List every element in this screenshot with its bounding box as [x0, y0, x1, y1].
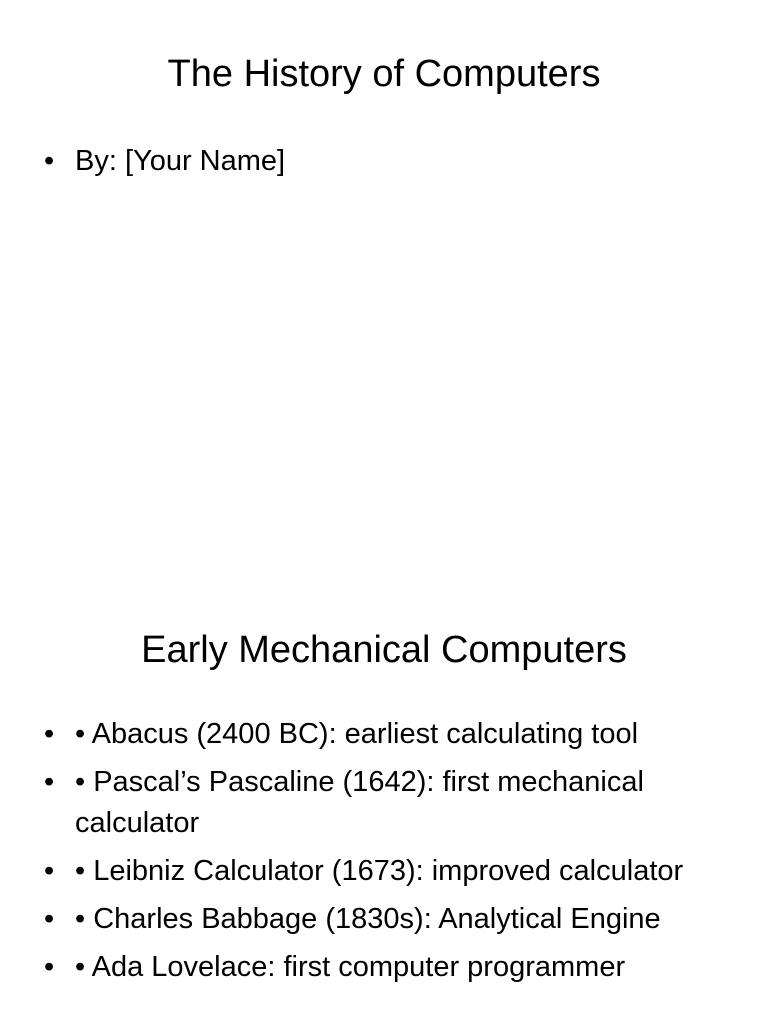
bullet-text: • Ada Lovelace: first computer programmer — [75, 951, 626, 983]
bullet-text: • Charles Babbage (1830s): Analytical Engine — [75, 903, 661, 935]
bullet-text: • Abacus (2400 BC): earliest calculating tool — [75, 718, 639, 750]
bullet-marker: • — [44, 766, 55, 798]
bullet-item-babbage — [44, 899, 724, 940]
bullet-item-pascaline — [44, 762, 724, 844]
bullet-item-abacus — [44, 714, 724, 755]
bullet-item-leibniz — [44, 851, 724, 892]
slide-title: The History of Computers — [167, 53, 601, 95]
bullet-item-lovelace — [44, 947, 724, 988]
bullet-marker: • — [44, 855, 55, 887]
bullet-item-author — [44, 140, 724, 182]
bullet-text: • Leibniz Calculator (1673): improved calculator — [75, 855, 684, 887]
slide-early-mechanical — [0, 576, 768, 1024]
slide-title: Early Mechanical Computers — [141, 629, 627, 671]
bullet-marker: • — [44, 718, 55, 750]
bullet-marker: • — [44, 145, 55, 177]
bullet-text: • Pascal’s Pascaline (1642): first mechanical calculator — [75, 766, 644, 839]
bullet-list — [44, 714, 724, 995]
bullet-marker: • — [44, 903, 55, 935]
bullet-marker: • — [44, 951, 55, 983]
bullet-list — [44, 140, 724, 188]
bullet-text: By: [Your Name] — [75, 145, 286, 177]
